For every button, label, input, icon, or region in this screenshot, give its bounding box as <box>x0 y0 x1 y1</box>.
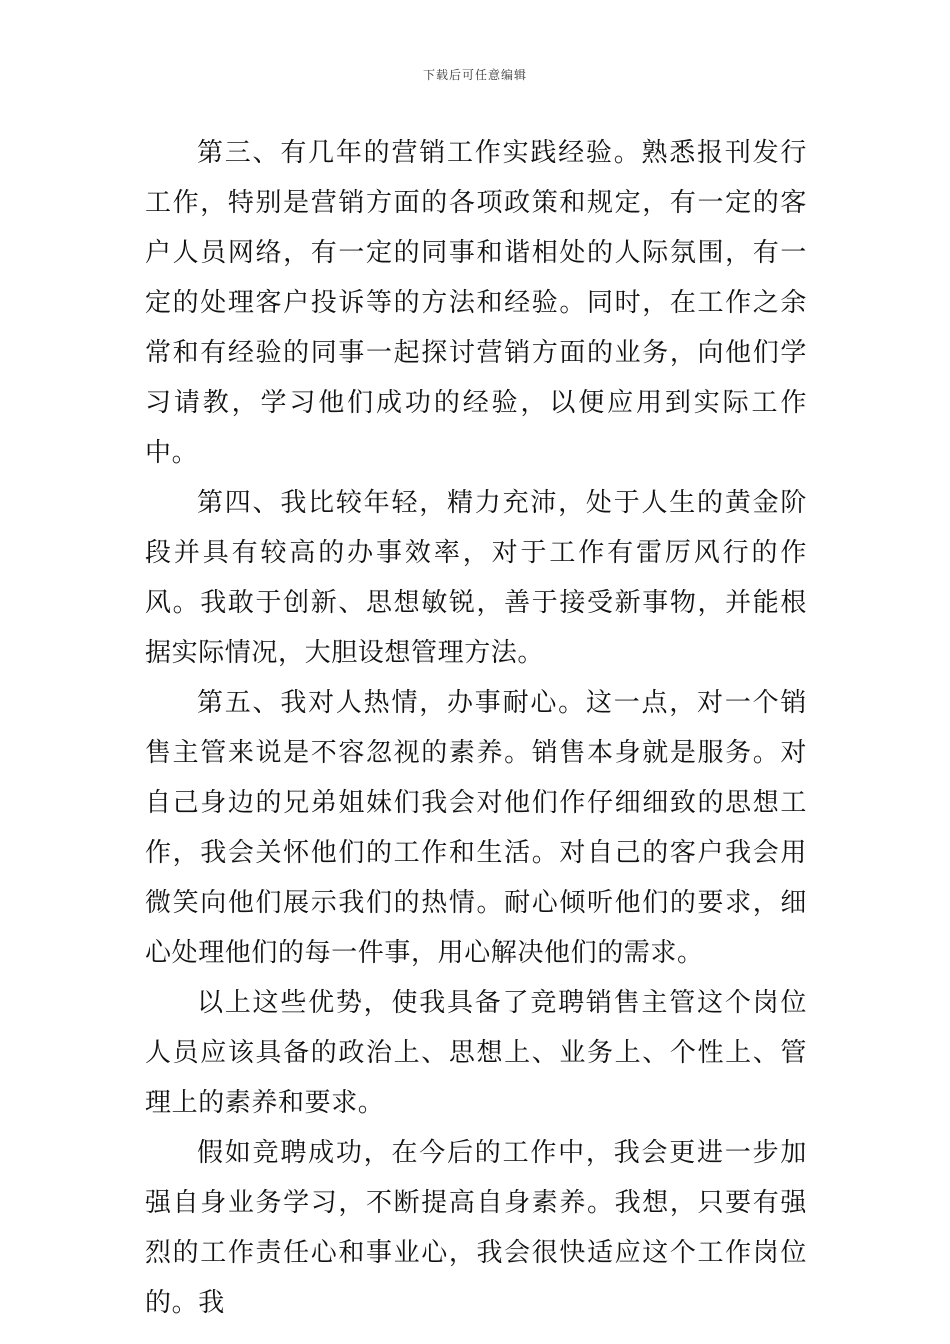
paragraph-3: 第三、有几年的营销工作实践经验。熟悉报刊发行工作，特别是营销方面的各项政策和规定，有一定的客户人员网络，有一定的同事和谐相处的人际氛围，有一定的处理客户投诉等的方法和经验。同时，在工作之余常和有经验的同事一起探讨营销方面的业务，向他们学习请教，学习他们成功的经验，以便应用到实际工作中。 <box>145 138 807 468</box>
paragraph-plan: 假如竞聘成功，在今后的工作中，我会更进一步加强自身业务学习，不断提高自身素养。我想，只要有强烈的工作责任心和事业心，我会很快适应这个工作岗位的。我 <box>145 1138 807 1318</box>
paragraph-4: 第四、我比较年轻，精力充沛，处于人生的黄金阶段并具有较高的办事效率，对于工作有雷厉风行的作风。我敢于创新、思想敏锐，善于接受新事物，并能根据实际情况，大胆设想管理方法。 <box>145 488 807 668</box>
paragraph-summary: 以上这些优势，使我具备了竞聘销售主管这个岗位人员应该具备的政治上、思想上、业务上、个性上、管理上的素养和要求。 <box>145 988 807 1118</box>
page-header: 下载后可任意编辑 <box>422 68 527 82</box>
document-body <box>145 128 807 1328</box>
paragraph-5: 第五、我对人热情，办事耐心。这一点，对一个销售主管来说是不容忽视的素养。销售本身就是服务。对自己身边的兄弟姐妹们我会对他们作仔细细致的思想工作，我会关怀他们的工作和生活。对自己的客户我会用微笑向他们展示我们的热情。耐心倾听他们的要求，细心处理他们的每一件事，用心解决他们的需求。 <box>145 688 807 968</box>
